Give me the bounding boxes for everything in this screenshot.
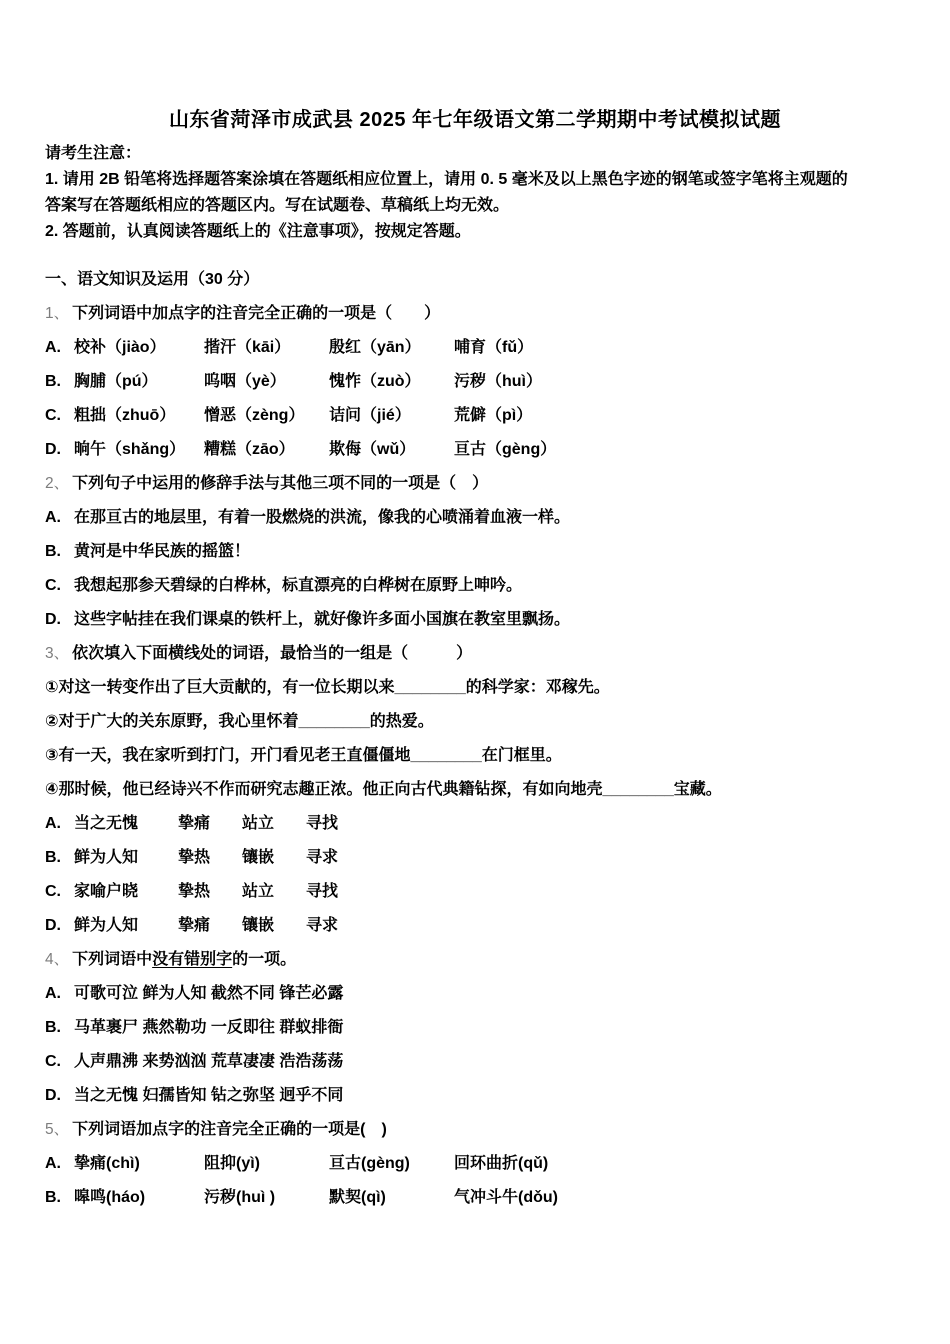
option-item: 校补（jiào） (74, 339, 166, 356)
question-number: 3、 (45, 645, 70, 662)
option-item: 污秽(huì ) (204, 1189, 276, 1206)
option-item: 憎恶（zèng） (204, 407, 305, 424)
option-item: 胸脯（pú） (74, 373, 158, 390)
option-item: 晌午（shǎng） (74, 441, 186, 458)
option-label: A. (45, 509, 61, 526)
fill-blank-item: ①对这一转变作出了巨大贡献的，有一位长期以来________的科学家：邓稼先。 (45, 679, 610, 696)
question-number: 4、 (45, 951, 70, 968)
option-label: B. (45, 1189, 61, 1206)
section-heading: 一、语文知识及运用（30 分） (45, 271, 260, 288)
option-row (45, 841, 905, 875)
option-item: 挚热 (178, 883, 211, 900)
option-item: 诘问（jié） (329, 407, 411, 424)
option-label: A. (45, 339, 61, 356)
option-row (45, 1181, 905, 1215)
notice-line: 答案写在答题纸相应的答题区内。写在试题卷、草稿纸上均无效。 (45, 197, 510, 214)
option-item: 默契(qì) (329, 1189, 386, 1206)
option-label: C. (45, 407, 61, 424)
option-label: D. (45, 441, 61, 458)
option-row (45, 399, 905, 433)
option-label: B. (45, 373, 61, 390)
option-item: 挚热 (178, 849, 211, 866)
option-item: 呜咽（yè） (204, 373, 286, 390)
option-row (45, 433, 905, 467)
question-text: 下列词语中 (72, 951, 153, 968)
option-label: C. (45, 883, 61, 900)
option-row (45, 807, 905, 841)
option-row (45, 603, 905, 637)
question-number: 1、 (45, 305, 70, 322)
option-item: 寻求 (306, 849, 339, 866)
fill-blank-item: ②对于广大的关东原野，我心里怀着________的热爱。 (45, 713, 434, 730)
option-item: 寻找 (306, 883, 339, 900)
option-item: 荒僻（pì） (454, 407, 533, 424)
option-label: D. (45, 611, 61, 628)
option-item: 站立 (242, 815, 275, 832)
option-item: 站立 (242, 883, 275, 900)
option-item: 殷红（yān） (329, 339, 421, 356)
option-item: 挚痛 (178, 917, 211, 934)
option-label: A. (45, 815, 61, 832)
option-item: 当之无愧 (74, 815, 139, 832)
option-item: 阻抑(yì) (204, 1155, 261, 1172)
option-item: 糟糕（zāo） (204, 441, 295, 458)
question-number: 5、 (45, 1121, 70, 1138)
option-text: 可歌可泣 鲜为人知 截然不同 锋芒必露 (74, 985, 344, 1002)
option-item: 亘古（gèng） (454, 441, 557, 458)
option-item: 挚痛 (178, 815, 211, 832)
option-label: D. (45, 917, 61, 934)
question-text: 下列词语加点字的注音完全正确的一项是( ) (72, 1121, 387, 1138)
option-label: A. (45, 985, 61, 1002)
question-1-stem (45, 297, 905, 331)
option-item: 镶嵌 (242, 917, 275, 934)
option-row (45, 1045, 905, 1079)
option-label: B. (45, 1019, 61, 1036)
fill-blank-item: ③有一天，我在家听到打门，开门看见老王直僵僵地________在门框里。 (45, 747, 562, 764)
option-item: 污秽（huì） (454, 373, 542, 390)
option-text: 当之无愧 妇孺皆知 钻之弥坚 迥乎不同 (74, 1087, 344, 1104)
option-item: 气冲斗牛(dǒu) (454, 1189, 558, 1206)
notice-line: 1. 请用 2B 铅笔将选择题答案涂填在答题纸相应位置上，请用 0. 5 毫米及以上黑色字迹的钢笔或签字笔将主观题的 (45, 171, 848, 188)
option-item: 镶嵌 (242, 849, 275, 866)
option-item: 哺育（fǔ） (454, 339, 534, 356)
option-row (45, 569, 905, 603)
option-label: B. (45, 543, 61, 560)
option-label: C. (45, 1053, 61, 1070)
question-text: 下列句子中运用的修辞手法与其他三项不同的一项是（ ） (72, 475, 489, 492)
question-3-stem (45, 637, 905, 671)
page-title: 山东省菏泽市成武县 2025 年七年级语文第二学期期中考试模拟试题 (168, 109, 782, 131)
option-row (45, 365, 905, 399)
question-text-underlined: 没有错别字 (152, 951, 233, 968)
option-label: B. (45, 849, 61, 866)
option-item: 回环曲折(qǔ) (454, 1155, 549, 1172)
option-text: 我想起那参天碧绿的白桦林，标直漂亮的白桦树在原野上呻吟。 (74, 577, 523, 594)
option-row (45, 875, 905, 909)
option-item: 愧怍（zuò） (329, 373, 421, 390)
question-text: 依次填入下面横线处的词语，最恰当的一组是（ ） (72, 645, 473, 662)
option-text: 黄河是中华民族的摇篮！ (74, 543, 251, 560)
question-5-stem (45, 1113, 905, 1147)
option-item: 寻求 (306, 917, 339, 934)
option-label: D. (45, 1087, 61, 1104)
option-item: 鲜为人知 (74, 917, 139, 934)
option-item: 寻找 (306, 815, 339, 832)
option-text: 人声鼎沸 来势汹汹 荒草凄凄 浩浩荡荡 (74, 1053, 344, 1070)
option-row (45, 977, 905, 1011)
fill-blank-item: ④那时候，他已经诗兴不作而研究志趣正浓。他正向古代典籍钻探，有如向地壳________宝藏。 (45, 781, 722, 798)
option-item: 鲜为人知 (74, 849, 139, 866)
question-number: 2、 (45, 475, 70, 492)
question-4-stem (45, 943, 905, 977)
option-item: 嗥鸣(háo) (74, 1189, 146, 1206)
option-row (45, 1011, 905, 1045)
option-row (45, 909, 905, 943)
option-item: 欺侮（wǔ） (329, 441, 416, 458)
question-text: 的一项。 (232, 951, 297, 968)
question-2-stem (45, 467, 905, 501)
option-item: 挚痛(chì) (74, 1155, 140, 1172)
option-row (45, 535, 905, 569)
option-row (45, 1079, 905, 1113)
option-item: 揩汗（kāi） (204, 339, 291, 356)
option-item: 家喻户晓 (74, 883, 139, 900)
option-item: 粗拙（zhuō） (74, 407, 176, 424)
option-row (45, 1147, 905, 1181)
question-text: 下列词语中加点字的注音完全正确的一项是（ ） (72, 305, 441, 322)
option-text: 马革裹尸 燕然勒功 一反即往 群蚁排衙 (74, 1019, 344, 1036)
option-label: C. (45, 577, 61, 594)
option-label: A. (45, 1155, 61, 1172)
option-row (45, 331, 905, 365)
option-row (45, 501, 905, 535)
option-text: 在那亘古的地层里，有着一股燃烧的洪流，像我的心喷涌着血液一样。 (74, 509, 571, 526)
notice-heading: 请考生注意： (45, 145, 142, 162)
option-item: 亘古(gèng) (329, 1155, 410, 1172)
option-text: 这些字帖挂在我们课桌的铁杆上，就好像许多面小国旗在教室里飘扬。 (74, 611, 571, 628)
notice-line: 2. 答题前，认真阅读答题纸上的《注意事项》，按规定答题。 (45, 223, 471, 240)
